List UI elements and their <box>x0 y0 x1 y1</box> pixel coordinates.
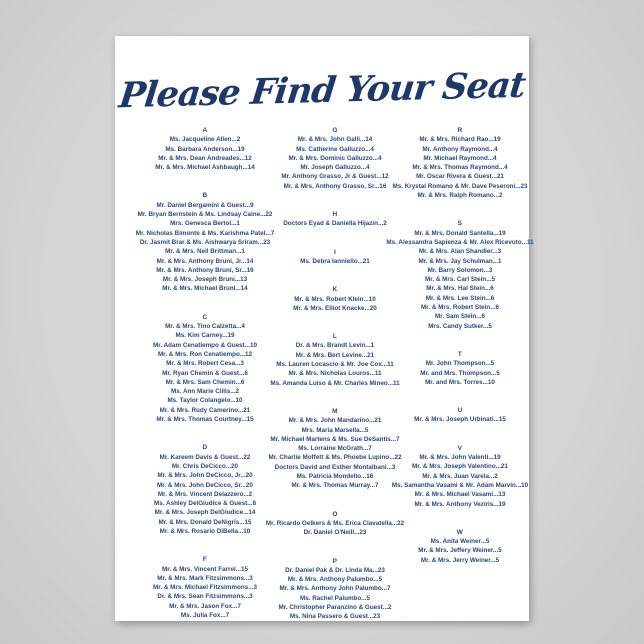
guest-entry: Mr. Bryan Bernstein & Ms. Lindsay Caine...22 <box>137 211 273 219</box>
guest-entry: Mr. & Mrs. Anthony Veziris...19 <box>414 500 506 508</box>
guest-entry: Mr. & Mrs. Anthony Bruni, Sr...16 <box>156 266 254 274</box>
guest-entry: Mr. & Mrs. Rudy Camerino...21 <box>159 406 251 414</box>
section-letter: I <box>333 248 337 256</box>
guest-entry: Ms. Debra Ianniello...21 <box>300 257 370 265</box>
guest-entry: Mr. & Mrs. Mark Fitzsimmons...3 <box>157 574 253 582</box>
section-letter: A <box>202 127 208 134</box>
guest-entry: Mr. Chris DeCicco...20 <box>171 462 239 470</box>
guest-entry: Mr. & Mrs. Robert Stein...6 <box>420 304 500 312</box>
section-letter: M <box>332 407 338 415</box>
guest-entry: Mr. John Thompson...5 <box>425 360 495 368</box>
guest-entry: Mr. & Mrs. Jay Schulman...1 <box>418 257 502 265</box>
guest-entry: Mr. & Mrs. Joseph Bruni...13 <box>162 276 248 284</box>
guest-entry: Mr. & Mrs. Jason Fox...7 <box>169 602 241 610</box>
guest-entry: Mr. & Mrs. Anthony Bruni, Jr...14 <box>156 257 254 265</box>
guest-entry: Mr. Anthony Grasso, Jr & Guest...12 <box>281 173 389 181</box>
guest-entry: Mr. & Mrs. John Mandarino...21 <box>288 417 382 425</box>
guest-entry: Doctors David and Esther Montalbani...3 <box>274 463 396 471</box>
section-W <box>380 528 540 565</box>
guest-entry: Ms. Ashley DelGiudice & Guest...8 <box>154 500 256 508</box>
guest-entry: Mr. & Mrs. Hal Stein...6 <box>426 285 494 293</box>
guest-entry: Mr. & Mrs. Michael Fitzsimmons...3 <box>153 584 257 592</box>
seating-chart-poster <box>115 36 534 621</box>
guest-entry: Mrs. Maria Marsella...5 <box>301 426 369 434</box>
guest-entry: Mr. & Mrs. Michael Vasami...13 <box>414 491 506 499</box>
guest-entry: Mr. Ryan Chemin & Guest...6 <box>162 369 248 377</box>
guest-columns <box>115 126 534 621</box>
guest-entry: Ms. Anita Weiner...5 <box>430 538 490 546</box>
guest-entry: Ms. Patricia Mondello...16 <box>296 473 374 481</box>
guest-entry: Mr. & Mrs. John DeCicco, Jr...20 <box>157 472 253 480</box>
guest-entry: Mr. & Mrs. Alan Shandler...3 <box>418 248 502 256</box>
guest-entry: Mr. Oscar Rivera & Guest...21 <box>416 173 504 181</box>
guest-entry: Dr. & Mrs. Sean Fitzsimmons...3 <box>157 593 253 601</box>
guest-entry: Doctors Eyad & Daniella Hijazin...2 <box>283 220 387 228</box>
section-R <box>380 126 540 200</box>
guest-entry: Mr. & Mrs. Juan Varela...2 <box>422 472 498 480</box>
guest-entry: Mr. & Mrs. Neil Brittman...1 <box>165 248 245 256</box>
guest-entry: Mr. & Mrs. Elliot Knacke...20 <box>293 304 377 312</box>
guest-entry: Mr. & Mrs. Donald Santella...19 <box>414 229 506 237</box>
guest-entry: Mr. Anthony Raymond...4 <box>422 145 498 153</box>
section-letter: R <box>457 127 463 134</box>
guest-entry: Ms. Ann Marie Cillis...2 <box>171 388 239 396</box>
guest-entry: Ms. Kim Carney...19 <box>175 332 235 340</box>
guest-entry: Mr. and Mrs. Thompson...5 <box>420 369 500 377</box>
guest-entry: Mr. Christopher Paranzino & Guest...2 <box>278 603 392 611</box>
guest-entry: Mr. Michael Martens & Ms. Sue DeSantis...7 <box>270 435 400 443</box>
guest-entry: Mr. & Mrs. Robert Cesa...3 <box>166 360 244 368</box>
guest-entry: Ms. Lorraine McGrath...7 <box>298 445 372 453</box>
guest-entry: Mr. & Mrs. Joseph Urbinati...15 <box>414 416 506 424</box>
guest-entry: Mr. & Mrs. Michael Bruni...14 <box>162 285 248 293</box>
guest-entry: Ms. Jacqueline Allen...2 <box>169 136 241 144</box>
guest-entry: Ms. Rachel Palumbo...5 <box>300 594 370 602</box>
guest-entry: Mr. Nicholas Bimonte & Ms. Karishma Patel...7 <box>135 229 275 237</box>
guest-entry: Ms. Julia Fox...7 <box>180 612 230 620</box>
section-letter: P <box>332 557 338 565</box>
guest-entry: Mr. & Mrs. Jerry Weiner...5 <box>420 556 500 564</box>
guest-entry: Mr. & Mrs. Carl Stein...5 <box>425 276 495 284</box>
guest-entry: Mr. & Mrs. John Galli...14 <box>297 136 373 144</box>
guest-entry: Mr. & Mrs. Richard Rao...19 <box>419 136 501 144</box>
guest-entry: Mr. Sam Stein...6 <box>434 313 486 321</box>
guest-entry: Ms. Krystal Romano & Mr. Dave Peseroni...23 <box>392 182 528 190</box>
guest-entry: Mr. Daniel Bergamini & Guest...9 <box>156 201 254 209</box>
guest-entry: Dr. Daniel Pak & Dr. Linda Ma...23 <box>285 566 385 574</box>
guest-entry: Ms. Lauren Locascio & Mr. Joe Cox...11 <box>276 361 394 369</box>
guest-entry: Mr. & Mrs. Thomas Raymond...4 <box>412 164 508 172</box>
guest-entry: Mr. & Mrs. Donald DeNigris...15 <box>158 518 252 526</box>
guest-entry: Mr. & Mrs. Rosario DiBella...10 <box>159 527 251 535</box>
guest-entry: Mr. & Mrs. John Valenti...19 <box>419 454 501 462</box>
section-letter: D <box>202 444 208 452</box>
guest-entry: Mrs. Candy Sutker...5 <box>428 322 492 330</box>
guest-entry: Mrs. Genesca Bertol...1 <box>170 220 240 228</box>
section-S <box>380 219 540 331</box>
guest-entry: Mr. & Mrs. Robert Klein...10 <box>294 295 376 303</box>
section-letter: O <box>332 510 338 518</box>
section-letter: F <box>202 556 208 564</box>
section-letter: H <box>332 211 338 219</box>
guest-entry: Ms. Samantha Vasami & Mr. Adam Marvin...10 <box>391 481 529 489</box>
section-letter: S <box>457 220 463 228</box>
guest-entry: Mr. Barry Solomon...3 <box>427 266 493 274</box>
guest-entry: Mr. & Mrs. Joseph DelGiudice...14 <box>154 509 256 517</box>
section-letter: U <box>457 407 463 415</box>
section-V <box>380 444 540 509</box>
guest-entry: Mr. & Mrs. Dean Andreades...12 <box>158 154 252 162</box>
section-letter: G <box>332 127 338 134</box>
guest-entry: Mr. & Mrs. Lee Stein...6 <box>425 294 495 302</box>
section-letter: V <box>457 444 463 452</box>
section-letter: T <box>457 350 463 358</box>
section-letter: C <box>202 313 208 321</box>
guest-entry: Dr. Jasmit Brar & Ms. Aishwarya Sriram...23 <box>139 238 271 246</box>
guest-entry: Ms. Alessandra Sapienza & Mr. Alex Ricevuto...11 <box>386 238 534 246</box>
guest-entry: Mr. & Mrs. Anthony Grasso, Sr...16 <box>283 182 387 190</box>
guest-entry: Mr. Michael Raymond...4 <box>423 154 497 162</box>
guest-entry: Mr. & Mrs. Ralph Romano...2 <box>417 192 503 200</box>
guest-entry: Mr. & Mrs. John DeCicco, Sr...20 <box>157 481 253 489</box>
poster-title: Please Find Your Seat <box>116 64 528 117</box>
section-letter: B <box>202 192 208 200</box>
guest-entry: Mr. & Mrs. Vincent Delazzero...2 <box>157 490 253 498</box>
guest-entry: Mr. Charlie Moffett & Ms. Phoebe Lupino...22 <box>268 454 402 462</box>
guest-entry: Mr. & Mrs. Joseph Valentino...21 <box>412 463 508 471</box>
guest-entry: Ms. Taylor Colangelo...10 <box>167 397 243 405</box>
section-letter: K <box>332 286 338 294</box>
guest-entry: Mr. Ricardo Oelkers & Ms. Erica Ciavatella...22 <box>265 519 405 527</box>
guest-entry: Mr. & Mrs. Sam Chemin...6 <box>165 378 245 386</box>
guest-entry: Mr. & Mrs. Thomas Murray...7 <box>291 482 379 490</box>
guest-entry: Mr. Adam Cenatiempo & Guest...10 <box>152 341 258 349</box>
guest-entry: Ms. Catherine Galluzzo...4 <box>296 145 374 153</box>
section-letter: W <box>456 528 464 536</box>
guest-entry: Mr. & Mrs. Anthony John Palumbo...7 <box>279 585 391 593</box>
guest-entry: Mr. and Mrs. Torres...10 <box>425 378 495 386</box>
guest-entry: Mr. & Mrs. Nicholas Louros...11 <box>288 370 382 378</box>
guest-entry: Mr. & Mrs. Dominic Galluzzo...4 <box>288 154 382 162</box>
guest-entry: Mr. Kareem Davis & Guest...22 <box>159 453 251 461</box>
guest-entry: Mr. & Mrs. Michael Ashbaugh...14 <box>155 164 255 172</box>
guest-entry: Mr. & Mrs. Bert Levine...21 <box>295 351 375 359</box>
guest-entry: Mr. & Mrs. Vincent Farrel...15 <box>162 565 248 573</box>
guest-entry: Dr. Daniel O'Neill...23 <box>303 529 367 537</box>
guest-entry: Mr. & Mrs. Thomas Courtney...15 <box>156 416 254 424</box>
guest-entry: Ms. Nina Passero & Guest...23 <box>289 613 381 621</box>
guest-entry: Mr. & Mrs. Anthony Palumbo...5 <box>287 576 383 584</box>
section-U <box>380 406 540 425</box>
guest-entry: Dr. & Mrs. Brandt Levin...1 <box>295 342 375 350</box>
guest-entry: Mr. & Mrs. Jeffery Weiner...5 <box>418 547 502 555</box>
section-letter: L <box>332 333 338 341</box>
guest-entry: Ms. Amanda Luiso & Mr. Charles Mineo...11 <box>270 379 400 387</box>
guest-entry: Mr. & Mrs. Ron Cenatiempo...12 <box>157 350 253 358</box>
guest-entry: Mr. & Mrs. Tino Calzetta...4 <box>165 323 245 331</box>
column-3 <box>380 126 540 584</box>
guest-entry: Mr. Joseph Galluzzo...4 <box>300 164 370 172</box>
section-T <box>380 350 540 387</box>
guest-entry: Ms. Barbara Anderson...19 <box>165 145 245 153</box>
